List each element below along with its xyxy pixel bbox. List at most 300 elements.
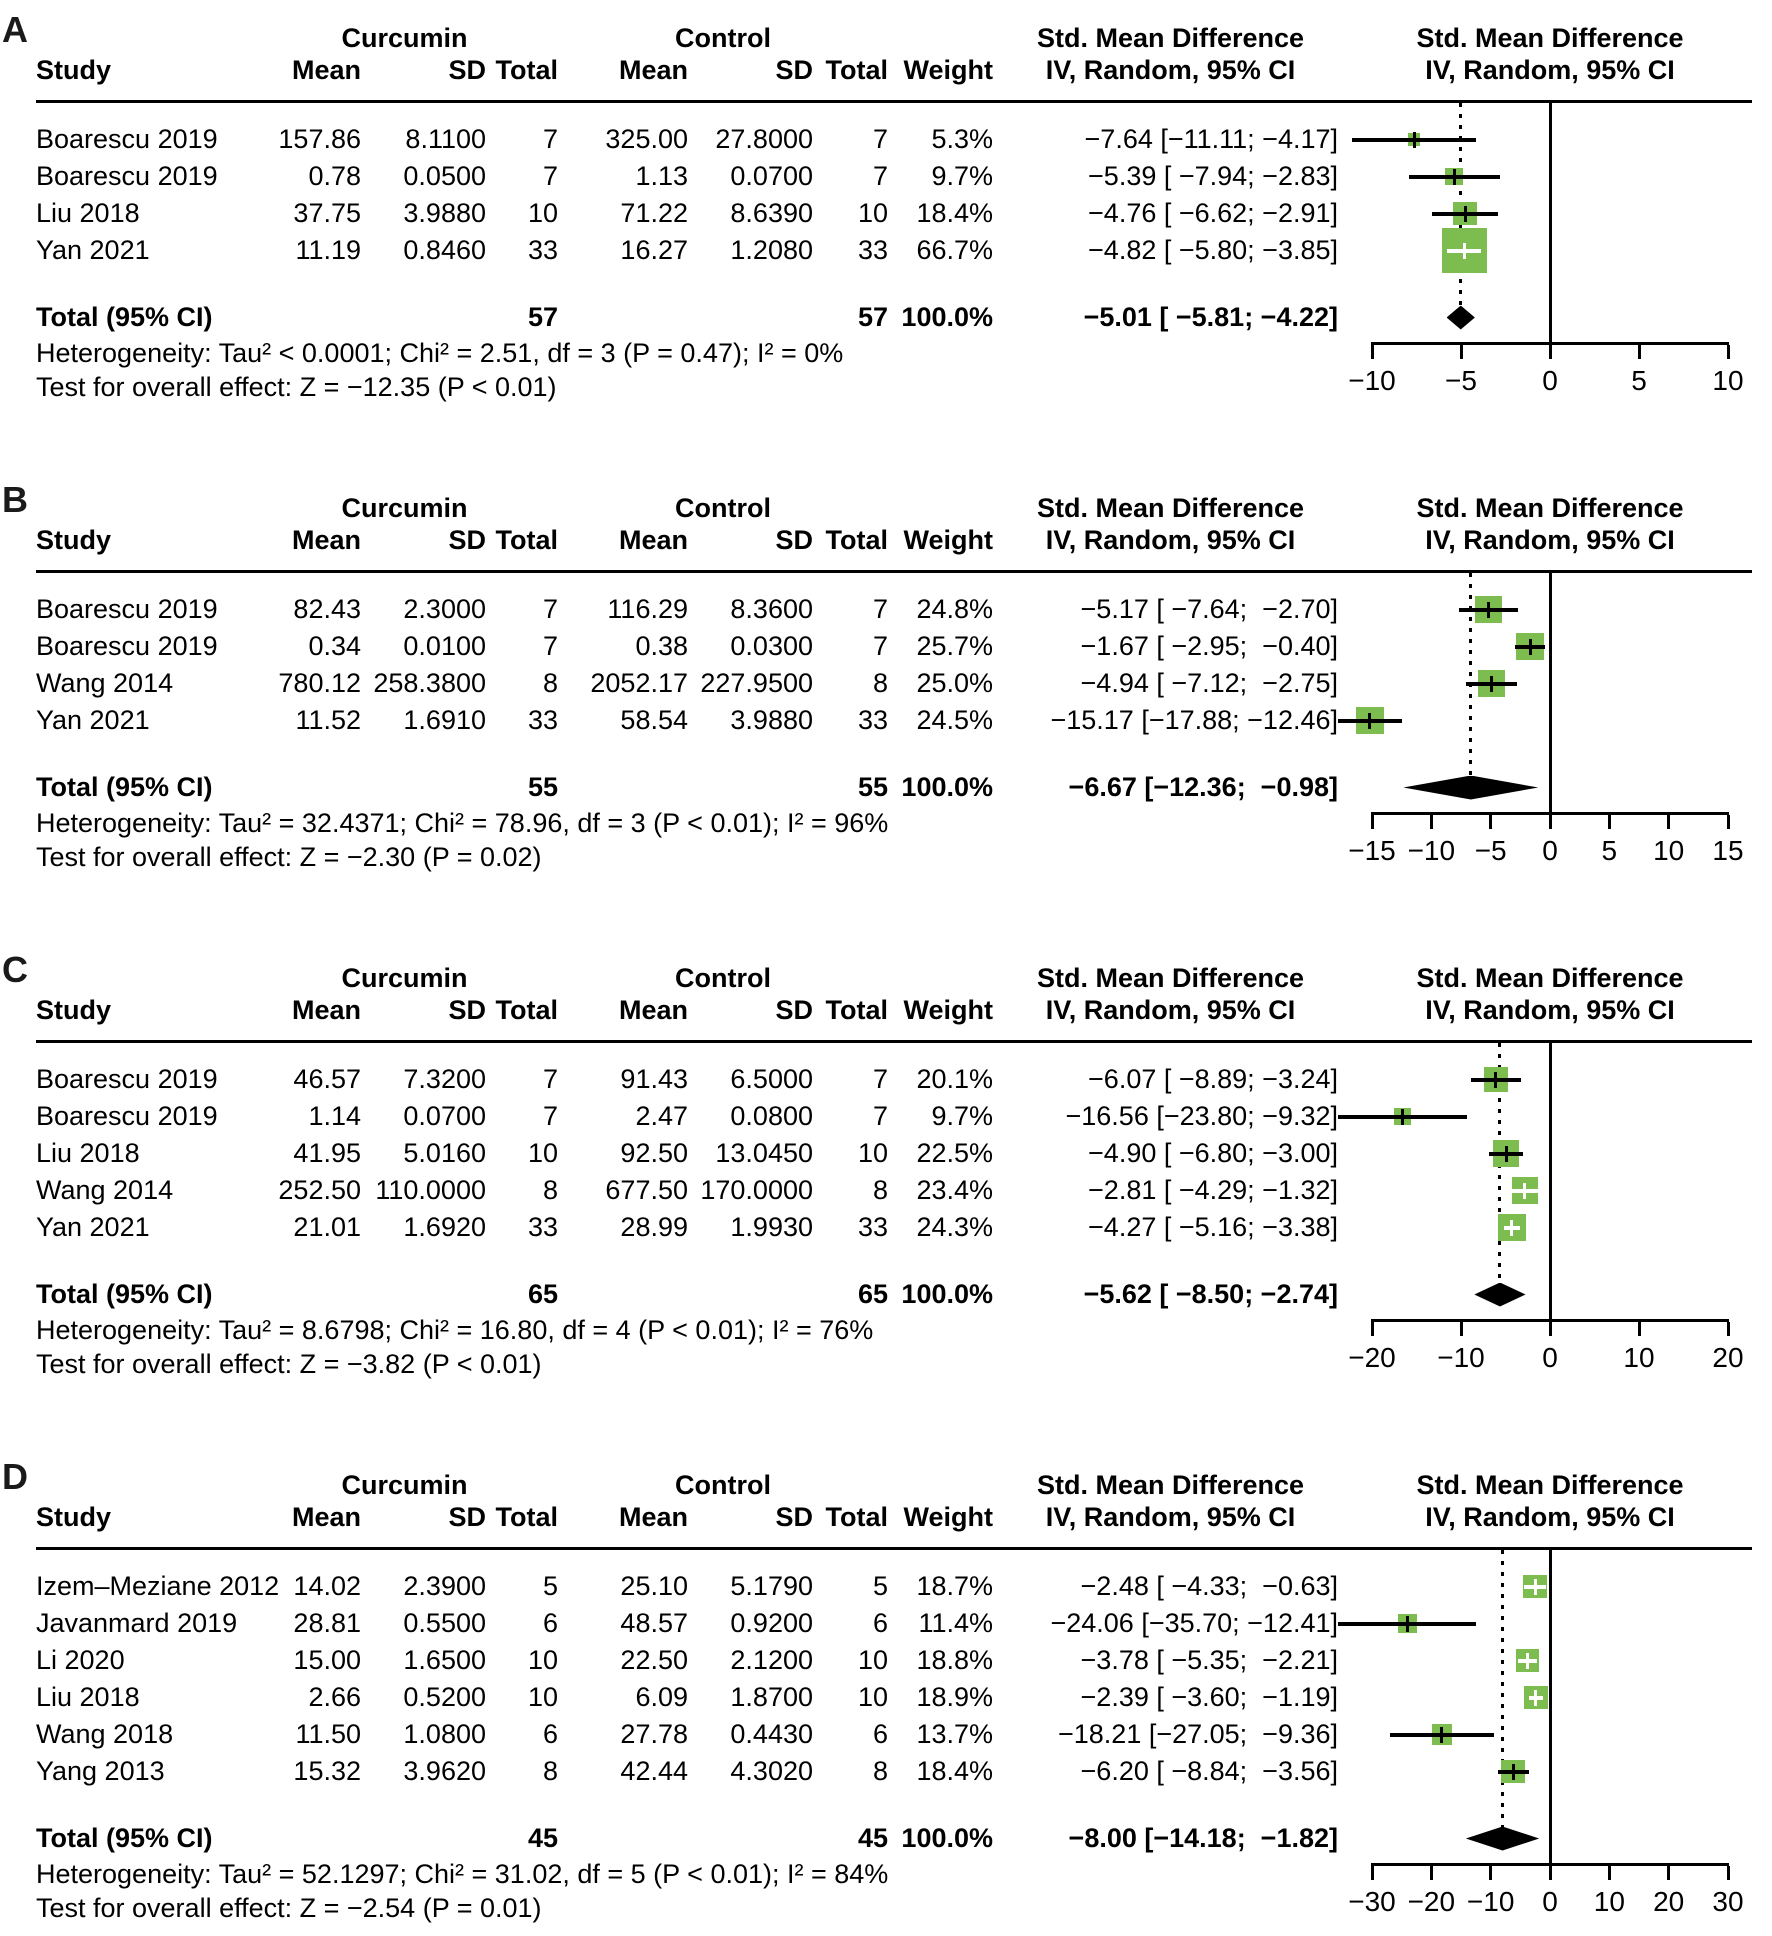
zero-reference-line xyxy=(1549,1550,1552,1866)
study-row xyxy=(36,665,1348,702)
curcumin-sd-cell: 1.6920 xyxy=(403,1212,486,1243)
forest-panel-C xyxy=(0,940,1772,1387)
total-weight-cell: 100.0% xyxy=(901,1279,993,1310)
panel-letter-D: D xyxy=(2,1456,28,1497)
smd-ci-cell: −7.64 [−11.11; −4.17] xyxy=(1084,124,1338,155)
smd-plot-column-header xyxy=(1348,22,1752,86)
total-row xyxy=(36,1276,1348,1313)
x-axis-tick xyxy=(1727,345,1730,359)
total-curcumin-n-cell: 55 xyxy=(527,772,558,803)
control-mean-cell: 325.00 xyxy=(605,124,688,155)
control-sd-cell: 0.0800 xyxy=(730,1101,813,1132)
smd-plot-column-header xyxy=(1348,1469,1752,1533)
curcumin-sd-cell: 1.0800 xyxy=(403,1719,486,1750)
x-axis-tick-label: −20 xyxy=(1348,1342,1396,1373)
study-column-header: Study xyxy=(36,525,112,555)
control-mean-cell: 16.27 xyxy=(620,235,688,266)
x-axis-tick-label: −5 xyxy=(1445,365,1477,396)
control-sd-cell: 0.4430 xyxy=(730,1719,813,1750)
group-header-curcumin: Curcumin xyxy=(341,1470,468,1500)
curcumin-total-cell: 7 xyxy=(542,124,558,155)
total-row xyxy=(36,769,1348,806)
total-smd-ci-cell: −5.01 [ −5.81; −4.22] xyxy=(1083,302,1338,333)
curcumin-total-cell: 6 xyxy=(542,1719,558,1750)
x-axis-tick-label: −5 xyxy=(1474,835,1507,866)
x-axis-tick-label: −10 xyxy=(1348,365,1396,396)
curcumin-sd-cell: 3.9880 xyxy=(403,198,486,229)
smd-header-text-column: Std. Mean Difference xyxy=(1036,1470,1305,1500)
control-mean-cell: 71.22 xyxy=(620,198,688,229)
control-mean-header: Mean xyxy=(618,1502,688,1532)
curcumin-sd-header: SD xyxy=(448,1502,486,1532)
curcumin-mean-header: Mean xyxy=(291,995,361,1025)
control-total-cell: 10 xyxy=(857,1682,888,1713)
curcumin-mean-cell: 1.14 xyxy=(308,1101,361,1132)
weight-column-header: Weight xyxy=(903,525,993,555)
x-axis-tick xyxy=(1430,815,1433,829)
overall-effect-dotted-line xyxy=(1469,573,1472,776)
table-header-groups xyxy=(36,1469,1348,1501)
total-label-cell: Total (95% CI) xyxy=(36,302,213,333)
curcumin-sd-cell: 0.8460 xyxy=(403,235,486,266)
curcumin-total-cell: 5 xyxy=(542,1571,558,1602)
overall-effect-dotted-line xyxy=(1501,1550,1504,1827)
iv-random-header-text-column: IV, Random, 95% CI xyxy=(1045,1502,1296,1532)
control-sd-cell: 1.8700 xyxy=(730,1682,813,1713)
point-estimate-tick xyxy=(1490,676,1493,692)
control-sd-cell: 4.3020 xyxy=(730,1756,813,1787)
curcumin-mean-cell: 21.01 xyxy=(293,1212,361,1243)
weight-cell: 18.8% xyxy=(916,1645,993,1676)
curcumin-sd-cell: 0.5200 xyxy=(403,1682,486,1713)
curcumin-total-cell: 8 xyxy=(542,1756,558,1787)
smd-header-text-column: Std. Mean Difference xyxy=(1036,963,1305,993)
curcumin-sd-header: SD xyxy=(448,55,486,85)
curcumin-sd-cell: 7.3200 xyxy=(403,1064,486,1095)
curcumin-mean-cell: 41.95 xyxy=(293,1138,361,1169)
control-mean-cell: 48.57 xyxy=(620,1608,688,1639)
x-axis-tick xyxy=(1727,1322,1730,1336)
curcumin-total-cell: 7 xyxy=(542,161,558,192)
x-axis-tick xyxy=(1460,345,1463,359)
study-name-cell: Liu 2018 xyxy=(36,198,140,229)
pooled-effect-diamond xyxy=(1466,1827,1539,1851)
study-row xyxy=(36,628,1348,665)
x-axis-tick-label: −10 xyxy=(1466,1886,1515,1917)
study-column-header: Study xyxy=(36,995,112,1025)
curcumin-mean-cell: 780.12 xyxy=(278,668,361,699)
smd-ci-cell: −4.90 [ −6.80; −3.00] xyxy=(1088,1138,1338,1169)
group-header-control: Control xyxy=(675,963,771,993)
x-axis-tick xyxy=(1460,1322,1463,1336)
control-mean-cell: 58.54 xyxy=(620,705,688,736)
table-header-columns xyxy=(36,1501,1348,1533)
study-row xyxy=(36,1642,1348,1679)
control-total-cell: 10 xyxy=(857,198,888,229)
curcumin-total-header: Total xyxy=(495,525,558,555)
zero-reference-line xyxy=(1549,1043,1552,1322)
panel-letter-A: A xyxy=(2,9,28,50)
point-estimate-tick xyxy=(1406,1616,1409,1632)
smd-ci-cell: −4.82 [ −5.80; −3.85] xyxy=(1088,235,1338,266)
total-smd-ci-cell: −6.67 [−12.36; −0.98] xyxy=(1068,772,1338,803)
control-total-cell: 8 xyxy=(872,1175,888,1206)
x-axis-tick-label: 0 xyxy=(1542,1886,1558,1917)
smd-header-plot-column: Std. Mean Difference xyxy=(1416,963,1684,993)
smd-header-plot-column: Std. Mean Difference xyxy=(1416,23,1684,53)
x-axis-tick-label: 10 xyxy=(1593,1886,1625,1917)
curcumin-mean-cell: 157.86 xyxy=(278,124,361,155)
study-name-cell: Wang 2018 xyxy=(36,1719,174,1750)
curcumin-total-cell: 10 xyxy=(527,1138,558,1169)
x-axis-tick xyxy=(1371,345,1374,359)
smd-ci-cell: −4.27 [ −5.16; −3.38] xyxy=(1088,1212,1338,1243)
control-sd-cell: 13.0450 xyxy=(715,1138,813,1169)
smd-ci-cell: −15.17 [−17.88; −12.46] xyxy=(1050,705,1338,736)
curcumin-total-cell: 33 xyxy=(527,705,558,736)
control-sd-header: SD xyxy=(775,525,813,555)
study-name-cell: Yan 2021 xyxy=(36,1212,150,1243)
curcumin-sd-cell: 2.3000 xyxy=(403,594,486,625)
weight-cell: 66.7% xyxy=(916,235,993,266)
x-axis-tick xyxy=(1727,815,1730,829)
curcumin-sd-header: SD xyxy=(448,525,486,555)
control-total-cell: 7 xyxy=(872,124,888,155)
x-axis-tick-label: 10 xyxy=(1712,365,1744,396)
forest-panel-D xyxy=(0,1447,1772,1931)
x-axis-tick xyxy=(1667,815,1670,829)
weight-cell: 18.4% xyxy=(916,1756,993,1787)
table-header-groups xyxy=(36,22,1348,54)
overall-effect-note: Test for overall effect: Z = −2.54 (P = 0.01) xyxy=(36,1892,542,1923)
pooled-effect-diamond xyxy=(1447,306,1475,330)
iv-random-header-text-column: IV, Random, 95% CI xyxy=(1045,525,1296,555)
curcumin-mean-cell: 11.19 xyxy=(295,235,361,266)
control-total-header: Total xyxy=(825,995,888,1025)
curcumin-sd-cell: 2.3900 xyxy=(403,1571,486,1602)
smd-ci-cell: −1.67 [ −2.95; −0.40] xyxy=(1080,631,1338,662)
x-axis-tick-label: 20 xyxy=(1653,1886,1685,1917)
x-axis-tick xyxy=(1727,1866,1730,1880)
curcumin-mean-cell: 252.50 xyxy=(278,1175,361,1206)
total-curcumin-n-cell: 65 xyxy=(527,1279,558,1310)
total-smd-ci-cell: −5.62 [ −8.50; −2.74] xyxy=(1083,1279,1338,1310)
control-mean-cell: 0.38 xyxy=(635,631,688,662)
control-sd-cell: 0.0700 xyxy=(730,161,813,192)
weight-column-header: Weight xyxy=(903,55,993,85)
study-name-cell: Yang 2013 xyxy=(36,1756,165,1787)
point-estimate-tick xyxy=(1401,1109,1404,1125)
total-row xyxy=(36,1820,1348,1857)
iv-random-header-plot-column: IV, Random, 95% CI xyxy=(1425,1502,1675,1532)
curcumin-total-header: Total xyxy=(495,995,558,1025)
smd-ci-cell: −4.94 [ −7.12; −2.75] xyxy=(1080,668,1338,699)
weight-cell: 24.8% xyxy=(916,594,993,625)
curcumin-total-cell: 10 xyxy=(527,198,558,229)
study-name-cell: Yan 2021 xyxy=(36,235,150,266)
smd-plot-column-header xyxy=(1348,962,1752,1026)
curcumin-mean-cell: 11.52 xyxy=(295,705,361,736)
curcumin-sd-header: SD xyxy=(448,995,486,1025)
study-name-cell: Wang 2014 xyxy=(36,668,174,699)
forest-plot-area xyxy=(1348,1043,1752,1379)
group-header-curcumin: Curcumin xyxy=(341,23,468,53)
point-estimate-tick xyxy=(1534,1690,1537,1706)
weight-cell: 9.7% xyxy=(931,1101,993,1132)
weight-column-header: Weight xyxy=(903,1502,993,1532)
smd-ci-cell: −5.17 [ −7.64; −2.70] xyxy=(1080,594,1338,625)
control-total-cell: 33 xyxy=(857,705,888,736)
control-mean-header: Mean xyxy=(618,995,688,1025)
curcumin-total-cell: 7 xyxy=(542,594,558,625)
x-axis-tick-label: 20 xyxy=(1712,1342,1744,1373)
x-axis-tick xyxy=(1371,1322,1374,1336)
curcumin-total-cell: 33 xyxy=(527,235,558,266)
iv-random-header-text-column: IV, Random, 95% CI xyxy=(1045,995,1296,1025)
x-axis-tick xyxy=(1430,1866,1433,1880)
x-axis-tick-label: −20 xyxy=(1407,1886,1456,1917)
x-axis-tick xyxy=(1549,345,1552,359)
pooled-effect-diamond xyxy=(1474,1283,1525,1307)
forest-plot-area xyxy=(1348,573,1752,872)
study-name-cell: Yan 2021 xyxy=(36,705,150,736)
total-control-n-cell: 65 xyxy=(857,1279,888,1310)
weight-cell: 18.9% xyxy=(916,1682,993,1713)
control-sd-cell: 0.9200 xyxy=(730,1608,813,1639)
weight-cell: 25.0% xyxy=(916,668,993,699)
point-estimate-tick xyxy=(1505,1146,1508,1162)
curcumin-sd-cell: 0.0500 xyxy=(403,161,486,192)
curcumin-mean-cell: 46.57 xyxy=(293,1064,361,1095)
study-name-cell: Liu 2018 xyxy=(36,1682,140,1713)
group-header-control: Control xyxy=(675,1470,771,1500)
point-estimate-tick xyxy=(1368,713,1371,729)
control-total-header: Total xyxy=(825,525,888,555)
curcumin-total-cell: 33 xyxy=(527,1212,558,1243)
control-mean-cell: 6.09 xyxy=(635,1682,688,1713)
control-total-cell: 10 xyxy=(857,1645,888,1676)
heterogeneity-note: Heterogeneity: Tau² = 8.6798; Chi² = 16.80, df = 4 (P < 0.01); I² = 76% xyxy=(36,1314,874,1345)
control-mean-cell: 42.44 xyxy=(620,1756,688,1787)
overall-effect-note: Test for overall effect: Z = −12.35 (P < 0.01) xyxy=(36,371,557,402)
x-axis-tick-label: −30 xyxy=(1348,1886,1396,1917)
control-sd-cell: 8.3600 xyxy=(730,594,813,625)
curcumin-sd-cell: 3.9620 xyxy=(403,1756,486,1787)
x-axis-tick xyxy=(1608,1866,1611,1880)
smd-ci-cell: −2.81 [ −4.29; −1.32] xyxy=(1088,1175,1338,1206)
smd-ci-cell: −5.39 [ −7.94; −2.83] xyxy=(1088,161,1338,192)
weight-cell: 24.5% xyxy=(916,705,993,736)
control-sd-cell: 8.6390 xyxy=(730,198,813,229)
x-axis-tick-label: 0 xyxy=(1542,365,1558,396)
point-estimate-tick xyxy=(1494,1072,1497,1088)
weight-cell: 22.5% xyxy=(916,1138,993,1169)
study-name-cell: Boarescu 2019 xyxy=(36,1101,218,1132)
weight-cell: 23.4% xyxy=(916,1175,993,1206)
x-axis-tick-label: 30 xyxy=(1712,1886,1744,1917)
curcumin-mean-cell: 0.34 xyxy=(308,631,361,662)
control-total-cell: 33 xyxy=(857,235,888,266)
total-control-n-cell: 45 xyxy=(857,1823,888,1854)
point-estimate-tick xyxy=(1487,602,1490,618)
curcumin-mean-header: Mean xyxy=(291,55,361,85)
weight-column-header: Weight xyxy=(903,995,993,1025)
study-name-cell: Boarescu 2019 xyxy=(36,161,218,192)
total-weight-cell: 100.0% xyxy=(901,772,993,803)
control-mean-header: Mean xyxy=(618,55,688,85)
x-axis-tick-label: 0 xyxy=(1542,835,1558,866)
table-header-columns xyxy=(36,54,1348,86)
x-axis-tick-label: −10 xyxy=(1437,1342,1485,1373)
curcumin-mean-cell: 14.02 xyxy=(293,1571,361,1602)
x-axis-tick xyxy=(1371,815,1374,829)
smd-plot-column-header xyxy=(1348,492,1752,556)
overall-effect-note: Test for overall effect: Z = −2.30 (P = 0.02) xyxy=(36,841,542,872)
total-weight-cell: 100.0% xyxy=(901,302,993,333)
control-mean-cell: 2.47 xyxy=(635,1101,688,1132)
control-total-cell: 33 xyxy=(857,1212,888,1243)
control-sd-cell: 1.9930 xyxy=(730,1212,813,1243)
weight-cell: 18.7% xyxy=(916,1571,993,1602)
weight-cell: 11.4% xyxy=(918,1608,993,1639)
weight-cell: 9.7% xyxy=(931,161,993,192)
curcumin-mean-cell: 28.81 xyxy=(293,1608,361,1639)
point-estimate-tick xyxy=(1512,1764,1515,1780)
control-total-cell: 7 xyxy=(872,631,888,662)
control-total-cell: 8 xyxy=(872,1756,888,1787)
curcumin-mean-cell: 15.32 xyxy=(293,1756,361,1787)
total-curcumin-n-cell: 45 xyxy=(527,1823,558,1854)
group-header-curcumin: Curcumin xyxy=(341,493,468,523)
heterogeneity-note: Heterogeneity: Tau² < 0.0001; Chi² = 2.51, df = 3 (P = 0.47); I² = 0% xyxy=(36,337,844,368)
smd-ci-cell: −2.39 [ −3.60; −1.19] xyxy=(1080,1682,1338,1713)
study-column-header: Study xyxy=(36,1502,112,1532)
study-name-cell: Wang 2014 xyxy=(36,1175,174,1206)
control-mean-cell: 116.29 xyxy=(607,594,688,625)
group-header-curcumin: Curcumin xyxy=(341,963,468,993)
control-total-header: Total xyxy=(825,55,888,85)
zero-reference-line xyxy=(1549,573,1552,815)
control-mean-cell: 22.50 xyxy=(620,1645,688,1676)
x-axis-tick-label: −15 xyxy=(1348,835,1396,866)
study-row xyxy=(36,1209,1348,1246)
curcumin-total-cell: 8 xyxy=(542,1175,558,1206)
study-row xyxy=(36,1568,1348,1605)
control-total-cell: 6 xyxy=(872,1719,888,1750)
smd-ci-cell: −18.21 [−27.05; −9.36] xyxy=(1058,1719,1338,1750)
point-estimate-tick xyxy=(1526,1653,1529,1669)
overall-effect-note: Test for overall effect: Z = −3.82 (P < 0.01) xyxy=(36,1348,542,1379)
study-row xyxy=(36,1716,1348,1753)
control-sd-header: SD xyxy=(775,995,813,1025)
weight-cell: 13.7% xyxy=(916,1719,993,1750)
total-label-cell: Total (95% CI) xyxy=(36,1279,213,1310)
point-estimate-tick xyxy=(1464,206,1467,222)
iv-random-header-plot-column: IV, Random, 95% CI xyxy=(1425,525,1675,555)
panel-letter-C: C xyxy=(2,949,28,990)
smd-ci-cell: −24.06 [−35.70; −12.41] xyxy=(1050,1608,1338,1639)
iv-random-header-plot-column: IV, Random, 95% CI xyxy=(1425,995,1675,1025)
study-row xyxy=(36,1753,1348,1790)
curcumin-sd-cell: 0.0700 xyxy=(403,1101,486,1132)
curcumin-mean-header: Mean xyxy=(291,1502,361,1532)
control-total-cell: 7 xyxy=(872,1064,888,1095)
forest-plot-area xyxy=(1348,103,1752,402)
weight-cell: 20.1% xyxy=(916,1064,993,1095)
forest-panel-B xyxy=(0,470,1772,880)
study-row xyxy=(36,591,1348,628)
study-row xyxy=(36,195,1348,232)
total-control-n-cell: 57 xyxy=(857,302,888,333)
curcumin-sd-cell: 110.0000 xyxy=(375,1175,486,1206)
smd-ci-cell: −4.76 [ −6.62; −2.91] xyxy=(1088,198,1338,229)
x-axis-tick xyxy=(1638,1322,1641,1336)
study-name-cell: Boarescu 2019 xyxy=(36,124,218,155)
curcumin-total-cell: 7 xyxy=(542,631,558,662)
point-estimate-tick xyxy=(1463,243,1466,259)
group-header-control: Control xyxy=(675,23,771,53)
control-total-cell: 6 xyxy=(872,1608,888,1639)
point-estimate-tick xyxy=(1453,169,1456,185)
study-row xyxy=(36,232,1348,269)
x-axis-tick-label: 10 xyxy=(1623,1342,1655,1373)
smd-header-text-column: Std. Mean Difference xyxy=(1036,493,1305,523)
control-total-cell: 5 xyxy=(872,1571,888,1602)
study-name-cell: Izem–Meziane 2012 xyxy=(36,1571,280,1602)
total-curcumin-n-cell: 57 xyxy=(527,302,558,333)
curcumin-sd-cell: 0.5500 xyxy=(403,1608,486,1639)
forest-panel-A xyxy=(0,0,1772,410)
control-mean-cell: 91.43 xyxy=(620,1064,688,1095)
control-sd-cell: 2.1200 xyxy=(730,1645,813,1676)
control-total-cell: 8 xyxy=(872,668,888,699)
curcumin-total-cell: 10 xyxy=(527,1645,558,1676)
study-name-cell: Boarescu 2019 xyxy=(36,1064,218,1095)
x-axis-tick-label: −10 xyxy=(1407,835,1456,866)
iv-random-header-text-column: IV, Random, 95% CI xyxy=(1045,55,1296,85)
curcumin-sd-cell: 8.1100 xyxy=(405,124,486,155)
total-label-cell: Total (95% CI) xyxy=(36,772,213,803)
control-total-cell: 7 xyxy=(872,594,888,625)
weight-cell: 18.4% xyxy=(916,198,993,229)
smd-ci-cell: −16.56 [−23.80; −9.32] xyxy=(1065,1101,1338,1132)
x-axis-tick-label: 0 xyxy=(1542,1342,1558,1373)
study-row xyxy=(36,1135,1348,1172)
control-sd-cell: 6.5000 xyxy=(730,1064,813,1095)
total-label-cell: Total (95% CI) xyxy=(36,1823,213,1854)
study-row xyxy=(36,1679,1348,1716)
x-axis-tick-label: 5 xyxy=(1601,835,1618,866)
control-mean-cell: 2052.17 xyxy=(590,668,688,699)
heterogeneity-note: Heterogeneity: Tau² = 32.4371; Chi² = 78.96, df = 3 (P < 0.01); I² = 96% xyxy=(36,807,889,838)
study-column-header: Study xyxy=(36,55,112,85)
x-axis-tick xyxy=(1638,345,1641,359)
x-axis-tick xyxy=(1549,1866,1552,1880)
curcumin-sd-cell: 1.6500 xyxy=(403,1645,486,1676)
control-sd-cell: 5.1790 xyxy=(730,1571,813,1602)
control-total-header: Total xyxy=(825,1502,888,1532)
control-mean-header: Mean xyxy=(618,525,688,555)
control-sd-header: SD xyxy=(775,55,813,85)
panel-letter-B: B xyxy=(2,479,28,520)
control-sd-header: SD xyxy=(775,1502,813,1532)
smd-ci-cell: −6.20 [ −8.84; −3.56] xyxy=(1080,1756,1338,1787)
curcumin-total-header: Total xyxy=(495,1502,558,1532)
iv-random-header-plot-column: IV, Random, 95% CI xyxy=(1425,55,1675,85)
smd-ci-cell: −2.48 [ −4.33; −0.63] xyxy=(1080,1571,1338,1602)
curcumin-sd-cell: 1.6910 xyxy=(403,705,486,736)
x-axis-tick xyxy=(1667,1866,1670,1880)
